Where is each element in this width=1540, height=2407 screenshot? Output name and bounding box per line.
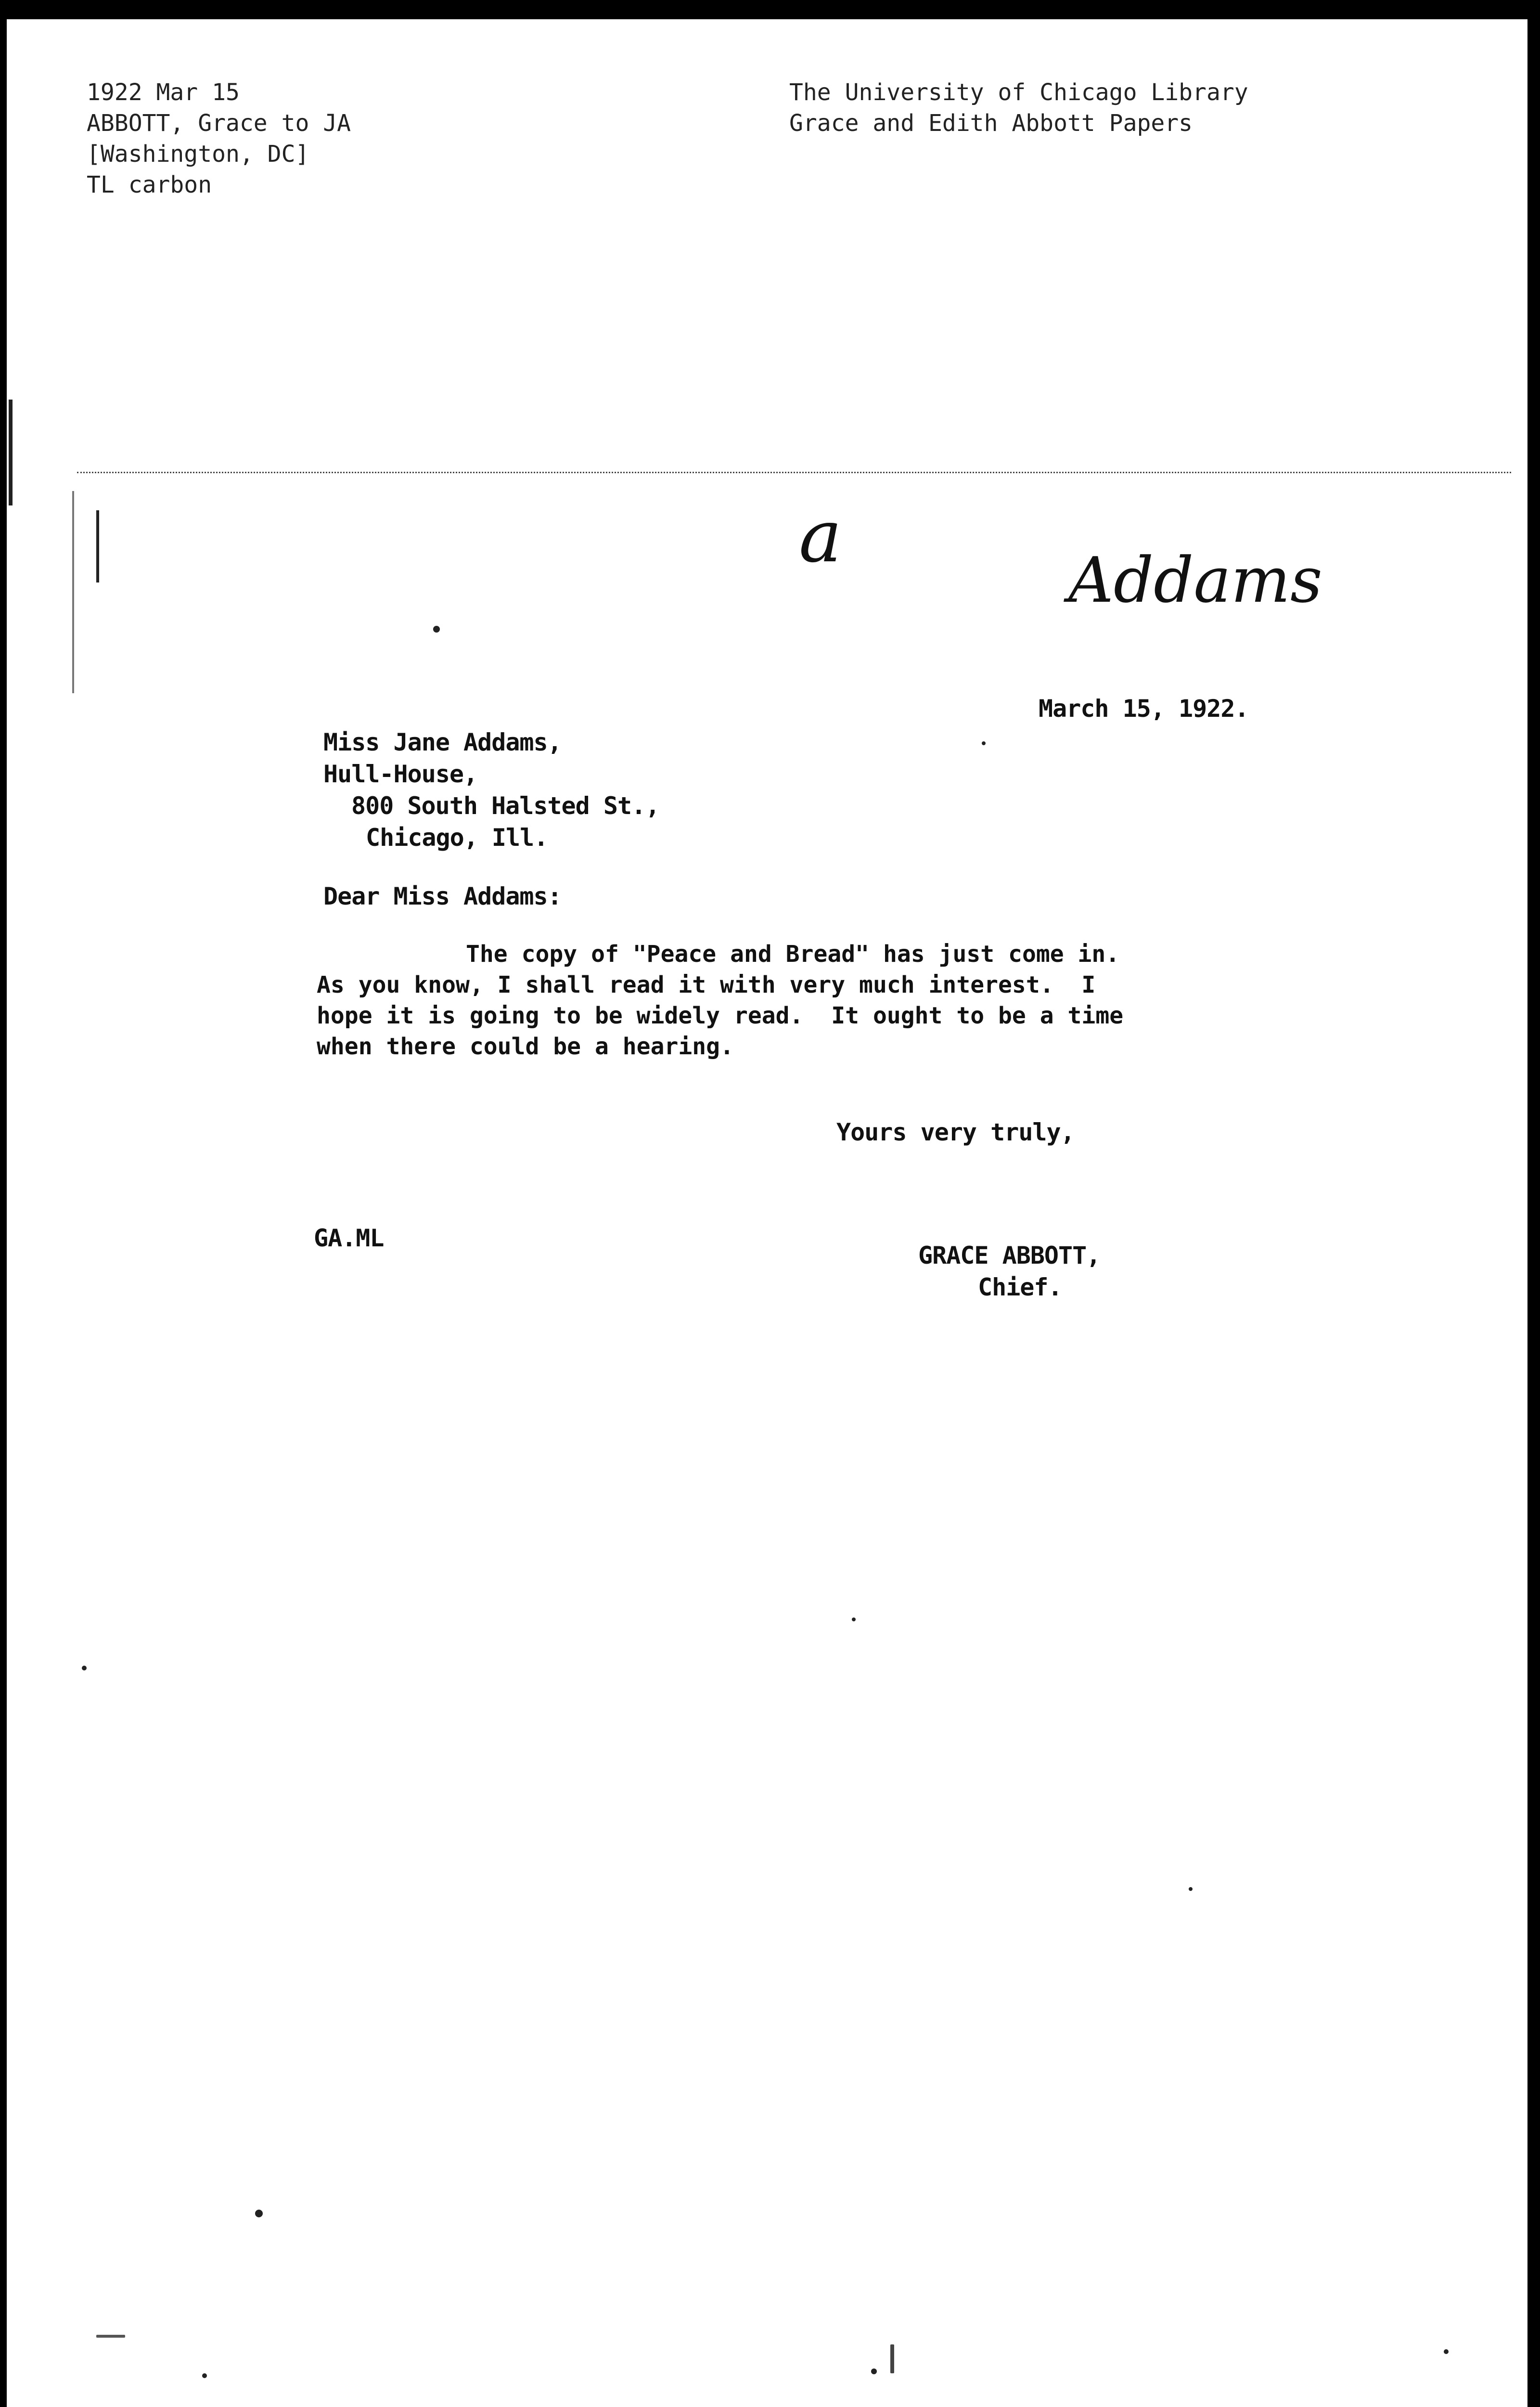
scan-speck — [1189, 1887, 1193, 1891]
left-margin-tick — [96, 510, 99, 582]
scan-speck — [852, 1618, 856, 1621]
carbon-sheet-top-edge — [77, 472, 1511, 473]
body-line-2: As you know, I shall read it with very much interest. I — [317, 971, 1096, 998]
catalog-correspondents: ABBOTT, Grace to JA — [87, 110, 351, 137]
left-margin-tick-2 — [72, 491, 74, 693]
catalog-format: TL carbon — [87, 171, 212, 198]
scan-border-right — [1527, 0, 1540, 2407]
recipient-name: Miss Jane Addams, — [323, 728, 562, 756]
scan-border-left — [0, 0, 7, 2407]
scan-border-top — [0, 0, 1540, 19]
handwritten-recipient-name: Addams — [1068, 544, 1322, 617]
letter-date: March 15, 1922. — [1039, 695, 1249, 723]
archive-collection: Grace and Edith Abbott Papers — [789, 110, 1193, 137]
catalog-info — [87, 77, 351, 200]
recipient-city: Chicago, Ill. — [366, 824, 548, 852]
archive-library: The University of Chicago Library — [789, 79, 1248, 106]
scan-speck — [982, 741, 986, 745]
handwritten-letter-mark: a — [799, 495, 842, 579]
body-line-4: when there could be a hearing. — [317, 1033, 734, 1060]
scan-speck — [82, 1666, 87, 1670]
left-margin-mark — [9, 400, 13, 505]
recipient-org: Hull-House, — [323, 760, 478, 788]
signature-name: GRACE ABBOTT, — [918, 1242, 1101, 1269]
scan-speck — [871, 2368, 877, 2374]
signature-title: Chief. — [978, 1273, 1062, 1301]
salutation: Dear Miss Addams: — [323, 882, 562, 910]
body-line-3: hope it is going to be widely read. It ought to be a time — [317, 1002, 1124, 1029]
body-line-1: The copy of "Peace and Bread" has just come in. — [466, 941, 1120, 968]
closing: Yours very truly, — [836, 1118, 1075, 1146]
scan-speck — [202, 2373, 207, 2378]
archive-source — [789, 77, 1248, 139]
catalog-place: [Washington, DC] — [87, 141, 309, 168]
typist-initials: GA.ML — [314, 1224, 384, 1252]
recipient-street: 800 South Halsted St., — [351, 792, 660, 820]
catalog-date: 1922 Mar 15 — [87, 79, 240, 106]
scan-speck — [433, 626, 440, 633]
scan-speck — [890, 2344, 894, 2373]
scan-speck — [255, 2210, 263, 2217]
scan-speck — [96, 2335, 125, 2338]
scan-speck — [1444, 2349, 1449, 2354]
letter-body — [317, 939, 1123, 1062]
